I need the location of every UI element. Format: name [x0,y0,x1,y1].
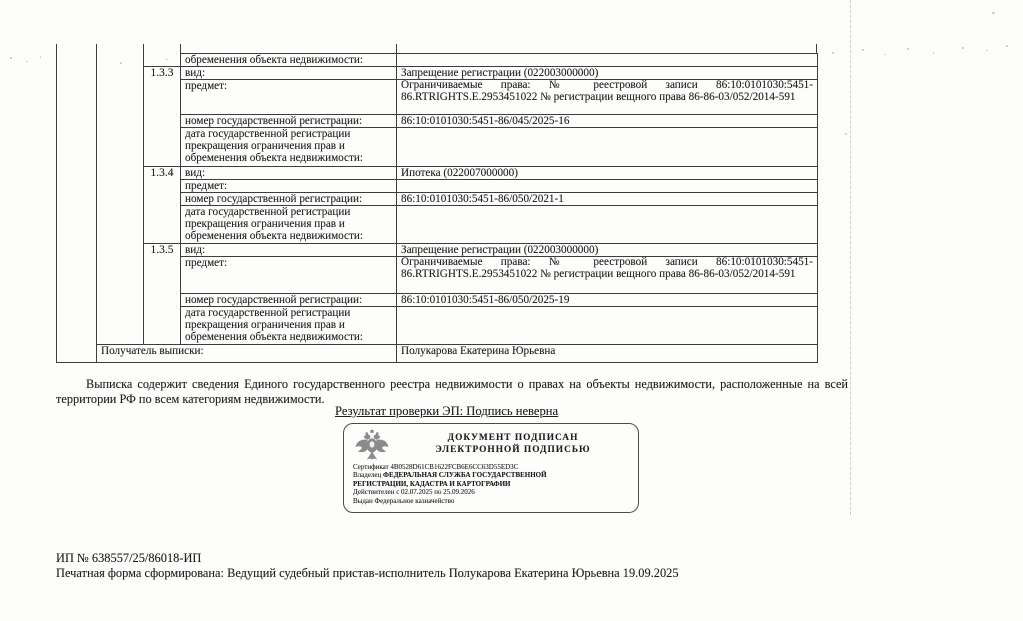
certificate-value: 4B0528D61CB1622FCB6E6CC63D55ED3C [390,463,519,471]
table-cell-value: Запрещение регистрации (022003000000) [397,67,818,80]
table-row-receiver [57,345,818,363]
table-cell-label: номер государственной регистрации: [181,115,397,128]
scan-speckle [933,52,934,54]
table-row [57,167,818,180]
stamp-title-line1: ДОКУМЕНТ ПОДПИСАН [447,433,579,443]
receiver-label-cell: Получатель выписки: [97,345,397,363]
double-headed-eagle-icon [353,429,391,462]
table-cell-label: дата государственной регистрации прекращения ограничения прав и обременения объекта недвижимости: [181,307,397,345]
signature-check-result: Результат проверки ЭП: Подпись неверна [335,404,559,418]
extract-note-paragraph: Выписка содержит сведения Единого государственного реестра недвижимости о правах на объекты недвижимости, расположенные на всей территории РФ по всем категориям недвижимости. [56,377,848,406]
table-row [57,54,818,67]
table-cell-section-number [144,54,181,67]
egrn-restrictions-table [56,53,818,363]
table-cell-value: Ипотека (022007000000) [397,167,818,180]
table-cell-value: 86:10:0101030:5451-86/050/2021-1 [397,193,818,206]
scan-speckle [862,49,864,51]
table-cell-section-number: 1.3.4 [144,167,181,244]
stamp-certificate-line: Сертификат 4B0528D61CB1622FCB6E6CC63D55ED3C [353,463,519,471]
table-cell-value [397,180,818,193]
scan-speckle [1006,45,1008,47]
table-cell-section-number: 1.3.5 [144,244,181,345]
table-cell-label: обременения объекта недвижимости: [181,54,397,67]
scan-speckle [907,48,909,50]
table-cell-value [397,206,818,244]
table-cell-value [397,307,818,345]
scan-artifact-line [850,0,851,515]
stamp-details [353,463,597,505]
scan-speckle [166,59,168,60]
printed-by-line: Печатная форма сформирована: Ведущий судебный пристав-исполнитель Полукарова Екатерина Юрьевна 19.09.2025 [56,566,679,580]
scan-speckle [120,62,122,64]
scan-speckle [832,52,834,54]
stamp-title [396,433,630,456]
table-row [57,244,818,257]
table-cell-label: дата государственной регистрации прекращения ограничения прав и обременения объекта недвижимости: [181,128,397,167]
table-cell-value [397,128,818,167]
case-number: ИП № 638557/25/86018-ИП [56,551,202,565]
table-cell-section-number: 1.3.3 [144,67,181,167]
stamp-validity-line: Действителен с 02.07.2025 по 25.09.2026 [353,488,475,497]
table-row [57,67,818,80]
table-cell-label: номер государственной регистрации: [181,193,397,206]
stamp-title-line2: ЭЛЕКТРОННОЙ ПОДПИСЬЮ [435,444,591,455]
scan-speckle [986,50,988,51]
table-cell-value: 86:10:0101030:5451-86/045/2025-16 [397,115,818,128]
table-cell-subsection-column [97,54,144,345]
table-cell-outer-column [57,54,97,363]
scan-speckle [845,133,847,135]
stamp-issued-line: Выдан Федеральное казначейство [353,496,455,505]
table-cell-value [397,54,818,67]
receiver-value-cell: Полукарова Екатерина Юрьевна [397,345,818,363]
table-cell-label: предмет: [181,80,397,115]
table-cell-label: вид: [181,67,397,80]
table-cell-value: Запрещение регистрации (022003000000) [397,244,818,257]
table-cell-value: 86:10:0101030:5451-86/050/2025-19 [397,294,818,307]
table-cell-label: предмет: [181,180,397,193]
scan-speckle [26,61,28,62]
owner-value: ФЕДЕРАЛЬНАЯ СЛУЖБА ГОСУДАРСТВЕННОЙ РЕГИСТРАЦИИ, КАДАСТРА И КАРТОГРАФИИ [353,471,547,488]
table-cell-label: вид: [181,167,397,180]
scan-speckle [962,47,964,49]
scan-speckle [884,54,886,55]
table-cell-value: Ограничиваемые права: № реестровой записи 86:10:0101030:5451-86.RTRIGHTS.E.2953451022 № регистрации вещного права 86-86-03/052/2014-591 [397,80,818,115]
table-cell-label: вид: [181,244,397,257]
scan-speckle [10,57,12,59]
electronic-signature-stamp [343,423,639,513]
table-cell-value: Ограничиваемые права: № реестровой записи 86:10:0101030:5451-86.RTRIGHTS.E.2953451022 № регистрации вещного права 86-86-03/052/2014-591 [397,257,818,294]
scan-speckle [992,12,995,14]
table-cell-label: предмет: [181,257,397,294]
stamp-owner-line: Владелец ФЕДЕРАЛЬНАЯ СЛУЖБА ГОСУДАРСТВЕННОЙ РЕГИСТРАЦИИ, КАДАСТРА И КАРТОГРАФИИ [353,471,547,488]
table-cell-label: дата государственной регистрации прекращения ограничения прав и обременения объекта недвижимости: [181,206,397,244]
scan-speckle [40,56,41,58]
table-cell-label: номер государственной регистрации: [181,294,397,307]
